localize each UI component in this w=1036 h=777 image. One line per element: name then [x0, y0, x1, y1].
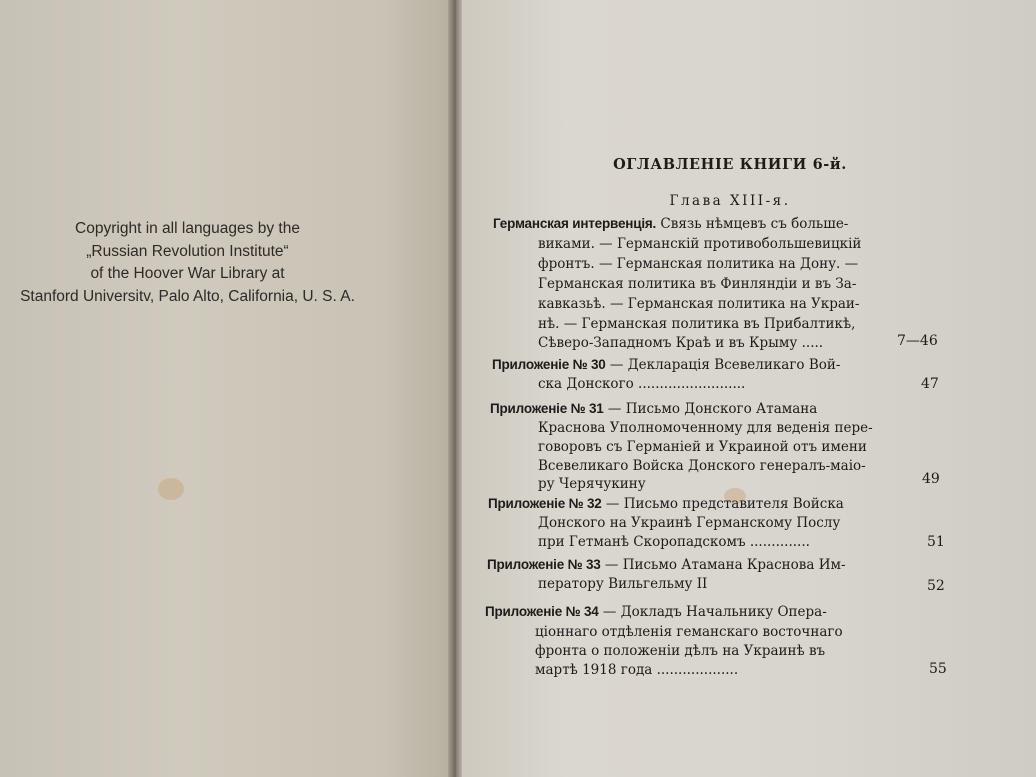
entry-line: при Гетманѣ Скоропадскомъ ..............	[538, 534, 810, 550]
entry-line: кавказьѣ. — Германская политика на Украи-	[538, 296, 860, 312]
entry-line: виками. — Германскій противобольшевицкій	[538, 236, 862, 252]
entry-heading: Приложеніе № 32	[488, 496, 602, 511]
entry-line	[492, 356, 840, 374]
page-number: 49	[922, 471, 940, 487]
page-number: 55	[929, 661, 947, 677]
toc-title: ОГЛАВЛЕНІЕ КНИГИ 6-й.	[613, 156, 847, 173]
entry-line: Краснова Уполномоченному для веденія пере-	[538, 420, 873, 436]
entry-line: фронтъ. — Германская политика на Дону. —	[538, 256, 859, 272]
entry-text: — Письмо Донского Атамана	[607, 401, 818, 417]
entry-line	[487, 556, 846, 574]
entry-line: фронта о положеніи дѣлъ на Украинѣ въ	[535, 643, 826, 659]
page-number: 47	[921, 376, 939, 392]
page-number: 51	[927, 534, 945, 550]
entry-line	[485, 603, 827, 621]
copyright-line: Stanford Universitv, Palo Alto, California, U. S. A.	[20, 287, 355, 305]
entry-line	[493, 215, 848, 233]
chapter-heading: Глава XIII-я.	[669, 193, 791, 209]
entry-line	[490, 400, 817, 418]
entry-line: Донского на Украинѣ Германскому Послу	[538, 515, 841, 531]
left-page	[0, 0, 452, 777]
entry-line: ціоннаго отдѣленія геманскаго восточнаго	[535, 624, 843, 640]
entry-heading: Приложеніе № 30	[492, 357, 606, 372]
entry-line: Германская политика въ Финляндіи и въ За-	[538, 276, 857, 292]
entry-line	[488, 495, 844, 513]
copyright-line: „Russian Revolution Institute“	[86, 242, 289, 260]
entry-heading: Приложеніе № 31	[490, 401, 604, 416]
entry-line: говоровъ съ Германіей и Украиной отъ имени	[538, 439, 867, 455]
page-number: 52	[927, 578, 945, 594]
entry-line: Сѣверо-Западномъ Краѣ и въ Крыму .....	[538, 335, 824, 351]
copyright-line: Copyright in all languages by the	[75, 220, 300, 237]
copyright-notice	[0, 218, 375, 308]
entry-text: — Письмо Атамана Краснова Им-	[604, 557, 846, 573]
entry-text: — Письмо представителя Войска	[605, 496, 844, 512]
entry-text: — Докладъ Начальнику Опера-	[602, 604, 827, 620]
entry-heading: Приложеніе № 33	[487, 557, 601, 572]
entry-line: Всевеликаго Войска Донского генералъ-маіо-	[538, 458, 866, 474]
entry-line: мартѣ 1918 года ...................	[535, 662, 739, 678]
entry-line: ска Донского .........................	[538, 376, 746, 392]
entry-text: Связь нѣмцевъ съ больше-	[660, 216, 849, 232]
paper-stain	[158, 478, 184, 500]
copyright-line: of the Hoover War Library at	[90, 265, 285, 282]
entry-line: ператору Вильгельму II	[538, 576, 708, 592]
entry-heading: Приложеніе № 34	[485, 604, 599, 619]
entry-text: — Декларація Всевеликаго Вой-	[609, 357, 841, 373]
page-number: 7—46	[897, 333, 938, 349]
entry-line: ру Черячукину	[538, 476, 646, 492]
entry-heading: Германская интервенція.	[493, 216, 657, 231]
entry-line: нѣ. — Германская политика въ Прибалтикѣ,	[538, 316, 856, 332]
